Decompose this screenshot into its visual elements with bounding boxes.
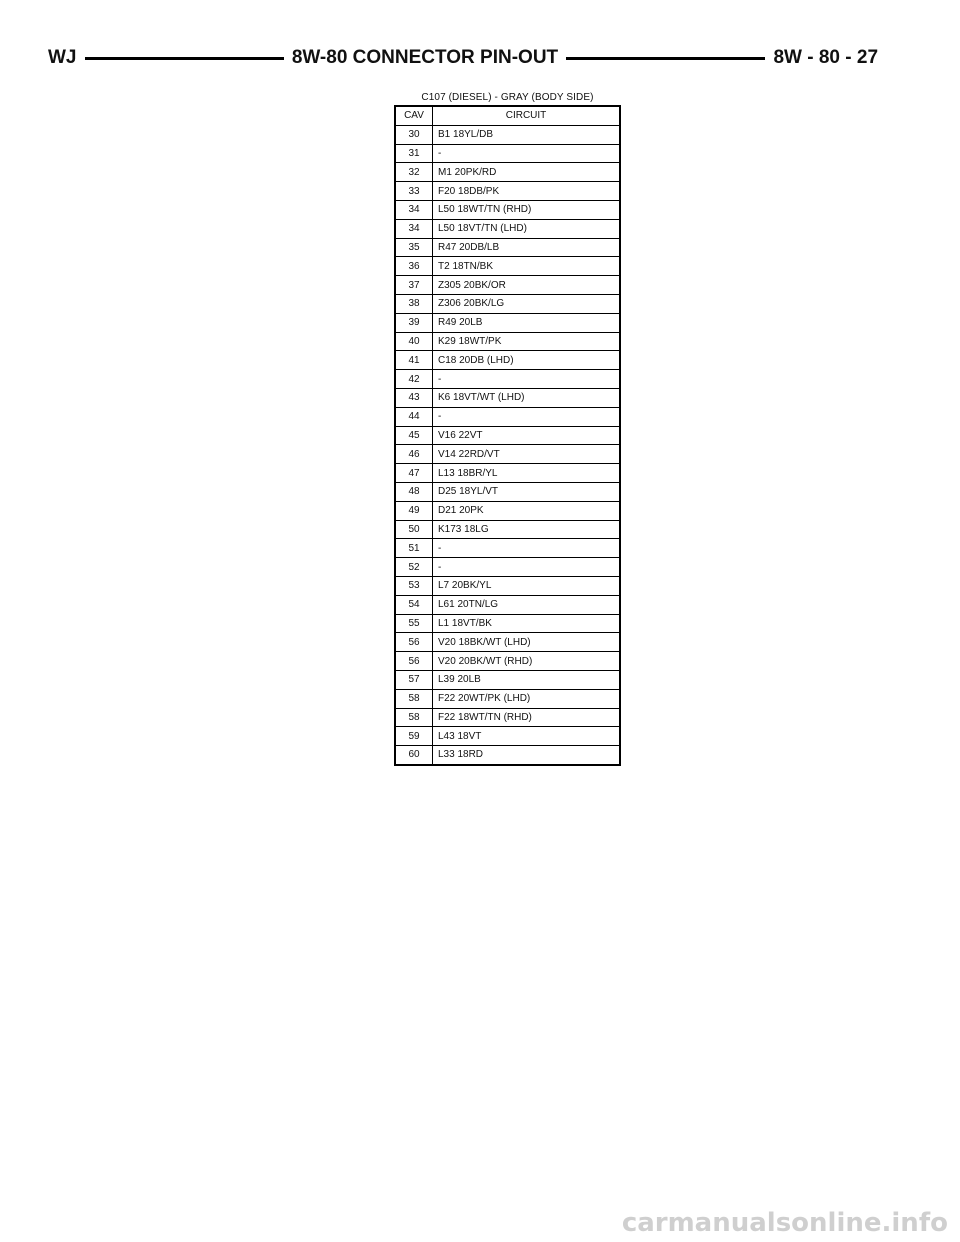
table-row [395,576,620,595]
circuit-code: K173 18LG [433,520,621,539]
cavity-number: 37 [395,276,433,295]
cavity-number: 43 [395,388,433,407]
circuit-code: V16 22VT [433,426,621,445]
cavity-number: 46 [395,445,433,464]
table-row [395,689,620,708]
table-row [395,200,620,219]
circuit-code: R49 20LB [433,313,621,332]
cavity-number: 49 [395,501,433,520]
table-row [395,238,620,257]
cavity-number: 59 [395,727,433,746]
table-row [395,219,620,238]
cavity-number: 34 [395,200,433,219]
header-rule-left [85,57,284,60]
cavity-number: 42 [395,370,433,389]
table-row [395,294,620,313]
circuit-code: B1 18YL/DB [433,125,621,144]
table-row [395,670,620,689]
circuit-code: T2 18TN/BK [433,257,621,276]
cavity-number: 57 [395,670,433,689]
cavity-number: 52 [395,558,433,577]
circuit-code: D21 20PK [433,501,621,520]
table-row [395,614,620,633]
cavity-number: 32 [395,163,433,182]
circuit-code: V20 18BK/WT (LHD) [433,633,621,652]
circuit-code: - [433,539,621,558]
circuit-code: - [433,144,621,163]
pinout-body [395,125,620,765]
pinout-table [394,105,621,766]
circuit-code: L7 20BK/YL [433,576,621,595]
circuit-code: L50 18WT/TN (RHD) [433,200,621,219]
cavity-number: 54 [395,595,433,614]
circuit-code: R47 20DB/LB [433,238,621,257]
connector-title: C107 (DIESEL) - GRAY (BODY SIDE) [421,92,594,103]
cavity-number: 30 [395,125,433,144]
table-row [395,276,620,295]
cavity-number: 31 [395,144,433,163]
table-row [395,182,620,201]
table-row [395,332,620,351]
circuit-code: Z306 20BK/LG [433,294,621,313]
table-row [395,163,620,182]
cavity-number: 44 [395,407,433,426]
table-row [395,351,620,370]
table-row [395,539,620,558]
circuit-code: V14 22RD/VT [433,445,621,464]
cavity-number: 55 [395,614,433,633]
table-row [395,501,620,520]
table-row [395,482,620,501]
cavity-number: 53 [395,576,433,595]
circuit-code: K6 18VT/WT (LHD) [433,388,621,407]
column-header-cav: CAV [395,106,433,125]
table-row [395,388,620,407]
table-row [395,257,620,276]
header-page-number: 8W - 80 - 27 [773,47,879,68]
cavity-number: 51 [395,539,433,558]
circuit-code: C18 20DB (LHD) [433,351,621,370]
cavity-number: 56 [395,633,433,652]
circuit-code: F22 18WT/TN (RHD) [433,708,621,727]
table-row [395,313,620,332]
circuit-code: - [433,558,621,577]
circuit-code: D25 18YL/VT [433,482,621,501]
table-row [395,708,620,727]
table-row [395,727,620,746]
circuit-code: K29 18WT/PK [433,332,621,351]
cavity-number: 33 [395,182,433,201]
circuit-code: M1 20PK/RD [433,163,621,182]
cavity-number: 34 [395,219,433,238]
circuit-code: F20 18DB/PK [433,182,621,201]
table-row [395,652,620,671]
table-row [395,464,620,483]
table-row [395,144,620,163]
circuit-code: L13 18BR/YL [433,464,621,483]
circuit-code: L50 18VT/TN (LHD) [433,219,621,238]
table-row [395,125,620,144]
cavity-number: 58 [395,689,433,708]
cavity-number: 56 [395,652,433,671]
cavity-number: 45 [395,426,433,445]
cavity-number: 38 [395,294,433,313]
cavity-number: 36 [395,257,433,276]
cavity-number: 35 [395,238,433,257]
connector-pinout [394,91,621,766]
circuit-code: L33 18RD [433,746,621,765]
column-header-circuit: CIRCUIT [433,106,621,125]
circuit-code: F22 20WT/PK (LHD) [433,689,621,708]
cavity-number: 50 [395,520,433,539]
circuit-code: L43 18VT [433,727,621,746]
cavity-number: 41 [395,351,433,370]
cavity-number: 48 [395,482,433,501]
circuit-code: Z305 20BK/OR [433,276,621,295]
table-header-row [395,106,620,125]
circuit-code: L1 18VT/BK [433,614,621,633]
page-header [48,44,878,72]
table-row [395,558,620,577]
circuit-code: - [433,407,621,426]
table-row [395,445,620,464]
circuit-code: L39 20LB [433,670,621,689]
table-row [395,407,620,426]
table-row [395,370,620,389]
circuit-code: - [433,370,621,389]
circuit-code: V20 20BK/WT (RHD) [433,652,621,671]
cavity-number: 60 [395,746,433,765]
header-model: WJ [48,47,77,68]
cavity-number: 40 [395,332,433,351]
table-row [395,426,620,445]
cavity-number: 47 [395,464,433,483]
circuit-code: L61 20TN/LG [433,595,621,614]
watermark: carmanualsonline.info [621,1208,948,1238]
table-row [395,746,620,765]
table-row [395,595,620,614]
cavity-number: 58 [395,708,433,727]
header-rule-right [566,57,765,60]
table-row [395,633,620,652]
header-section-title: 8W-80 CONNECTOR PIN-OUT [291,47,559,68]
table-row [395,520,620,539]
cavity-number: 39 [395,313,433,332]
